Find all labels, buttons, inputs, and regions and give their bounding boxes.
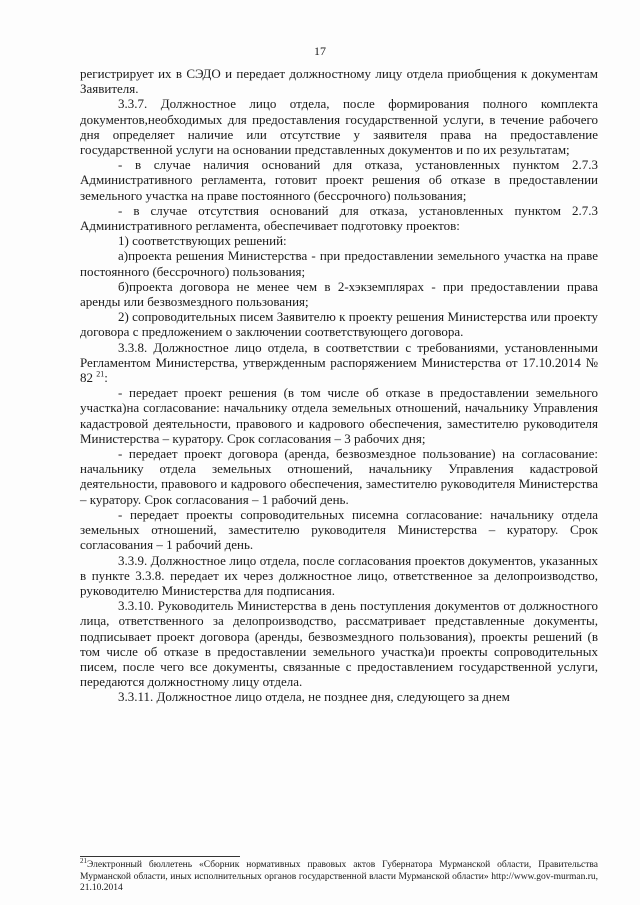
paragraph-text: 3.3.8. Должностное лицо отдела, в соответствии с требованиями, установленными Регламентом Министерства, утвержденным распоряжением Министерства от 17.10.2014 № 82: [80, 339, 598, 386]
paragraph: 2) сопроводительных писем Заявителю к проекту решения Министерства или проекту договора с предложением о заключении соответствующего договора.: [80, 309, 598, 340]
paragraph: 3.3.9. Должностное лицо отдела, после согласования проектов документов, указанных в пункте 3.3.8. передает их через должностное лицо, ответственное за делопроизводство, руководителю Министерства для подписания.: [80, 552, 598, 598]
paragraph: 3.3.7. Должностное лицо отдела, после формирования полного комплекта документов,необходимых для предоставления государственной услуги, в течение рабочего дня определяет наличие или отсутствие у заявителя права на предоставление государственной услуги на основании представленных документов и по их результатам;: [80, 96, 598, 158]
paragraph: - передает проект договора (аренда, безвозмездное пользование) на согласование: начальнику отдела земельных отношений, начальнику Управления кадастровой деятельности, правового и кадрового обеспечения, заместителю руководителя Министерства – куратору. Срок согласования – 1 рабочий день.: [80, 446, 598, 507]
footnote-mark: 21: [80, 856, 87, 865]
footnote-text: Электронный бюллетень «Сборник нормативных правовых актов Губернатора Мурманской области, Правительства Мурманской области, иных исполнительных органов государственной власти Мурманской области» http://www.gov-murman.ru, 21.10.2014: [80, 860, 598, 893]
footnote-divider: [80, 856, 240, 857]
paragraph: б)проекта договора не менее чем в 2-хэкземплярах - при предоставлении права аренды или безвозмездного пользования;: [80, 278, 598, 310]
paragraph-tail: :: [104, 370, 108, 386]
document-body: [80, 66, 598, 705]
paragraph: а)проекта решения Министерства - при предоставлении земельного участка на праве постоянного (бессрочного) пользования;: [80, 248, 598, 279]
footnote: [80, 856, 598, 895]
paragraph: регистрирует их в СЭДО и передает должностному лицу отдела приобщения к документам Заявителя.: [80, 66, 598, 97]
footnote-reference: 21: [96, 369, 105, 379]
page-number: 17: [314, 44, 326, 58]
paragraph: 3.3.10. Руководитель Министерства в день поступления документов от должностного лица, ответственного за делопроизводство, рассматривает представленные документы, подписывает проект договора (аренды, безвозмездного пользования), проекты решений (в том числе об отказе в предоставлении земельного участка)и проекты сопроводительных писем, после чего все документы, связанные с предоставлением государственной услуги, передаются должностному лицу отдела.: [80, 598, 598, 690]
paragraph: 1) соответствующих решений:: [118, 233, 287, 249]
paragraph: - передает проекты сопроводительных писемна согласование: начальнику отдела земельных отношений, заместителю руководителя Министерства – куратору. Срок согласования – 1 рабочий день.: [80, 506, 598, 553]
paragraph: 3.3.11. Должностное лицо отдела, не позднее дня, следующего за днем: [118, 689, 510, 705]
paragraph-3-3-8: [80, 340, 598, 386]
paragraph: - передает проект решения (в том числе об отказе в предоставлении земельного участка)на согласование: начальнику отдела земельных отношений, начальнику Управления кадастровой деятельности, правового и кадрового обеспечения, заместителю руководителя Министерства – куратору. Срок согласования – 3 рабочих дня;: [80, 385, 598, 446]
paragraph: - в случае наличия оснований для отказа, установленных пунктом 2.7.3 Административного регламента, готовит проект решения об отказе в предоставлении земельного участка на праве постоянного (бессрочного) пользования;: [80, 157, 598, 203]
paragraph: - в случае отсутствия оснований для отказа, установленных пунктом 2.7.3 Административного регламента, обеспечивает подготовку проектов:: [80, 202, 598, 234]
